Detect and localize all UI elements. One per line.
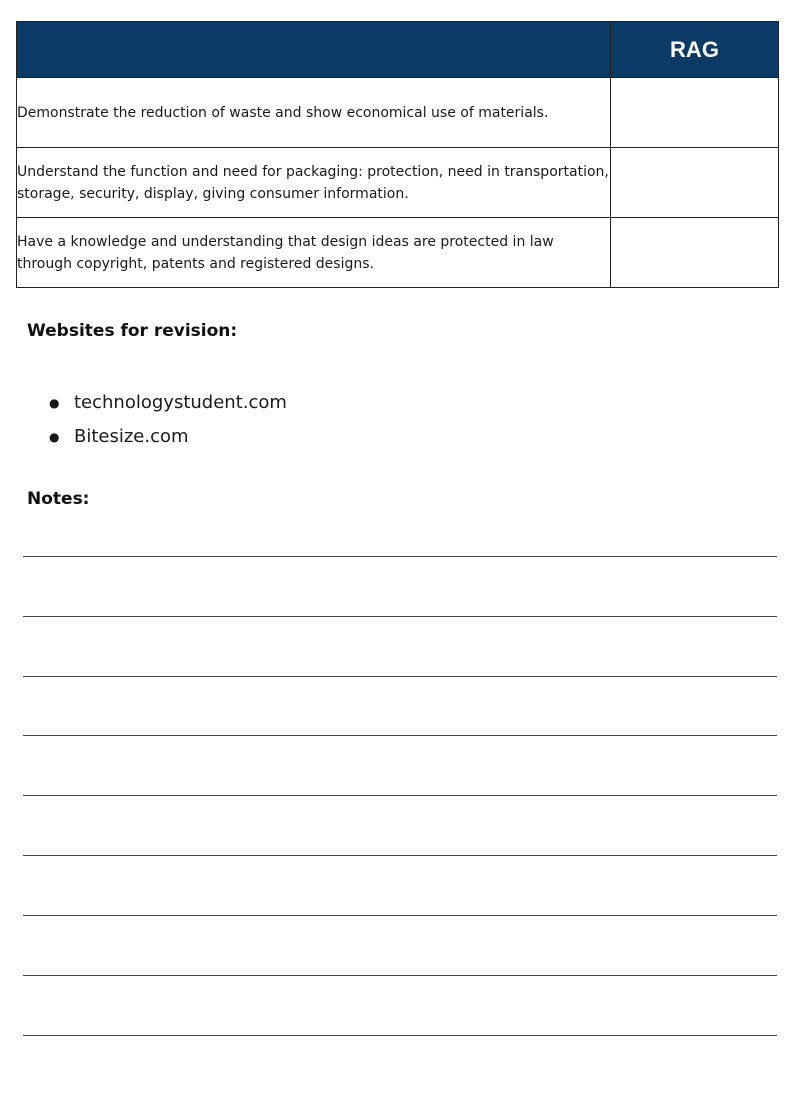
note-line <box>23 855 777 856</box>
bullet-icon: ● <box>49 396 60 410</box>
bullet-icon: ● <box>49 430 60 444</box>
note-line <box>23 556 777 557</box>
note-line <box>23 975 777 976</box>
table-row <box>17 148 779 218</box>
note-line <box>23 616 777 617</box>
list-item[interactable] <box>49 420 287 454</box>
rag-header-cell: RAG <box>611 22 779 78</box>
note-line <box>23 676 777 677</box>
table-row <box>17 218 779 288</box>
note-line <box>23 735 777 736</box>
rag-rating-cell[interactable] <box>611 148 779 218</box>
note-line <box>23 795 777 796</box>
list-item[interactable] <box>49 386 287 420</box>
table-header-row <box>17 22 779 78</box>
notes-heading: Notes: <box>27 489 90 509</box>
websites-heading: Websites for revision: <box>27 321 238 341</box>
note-line <box>23 1035 777 1036</box>
rag-rating-cell[interactable] <box>611 78 779 148</box>
criterion-text: Understand the function and need for packaging: protection, need in transportation, storage, security, display, giving consumer information. <box>17 148 611 218</box>
criterion-text: Demonstrate the reduction of waste and show economical use of materials. <box>17 78 611 148</box>
website-label: technologystudent.com <box>74 392 287 413</box>
criterion-text: Have a knowledge and understanding that design ideas are protected in law through copyright, patents and registered designs. <box>17 218 611 288</box>
table-row <box>17 78 779 148</box>
websites-list <box>49 386 287 454</box>
description-header-cell <box>17 22 611 78</box>
note-line <box>23 915 777 916</box>
website-label: Bitesize.com <box>74 426 189 447</box>
rag-rating-cell[interactable] <box>611 218 779 288</box>
rag-checklist-table <box>16 21 779 288</box>
